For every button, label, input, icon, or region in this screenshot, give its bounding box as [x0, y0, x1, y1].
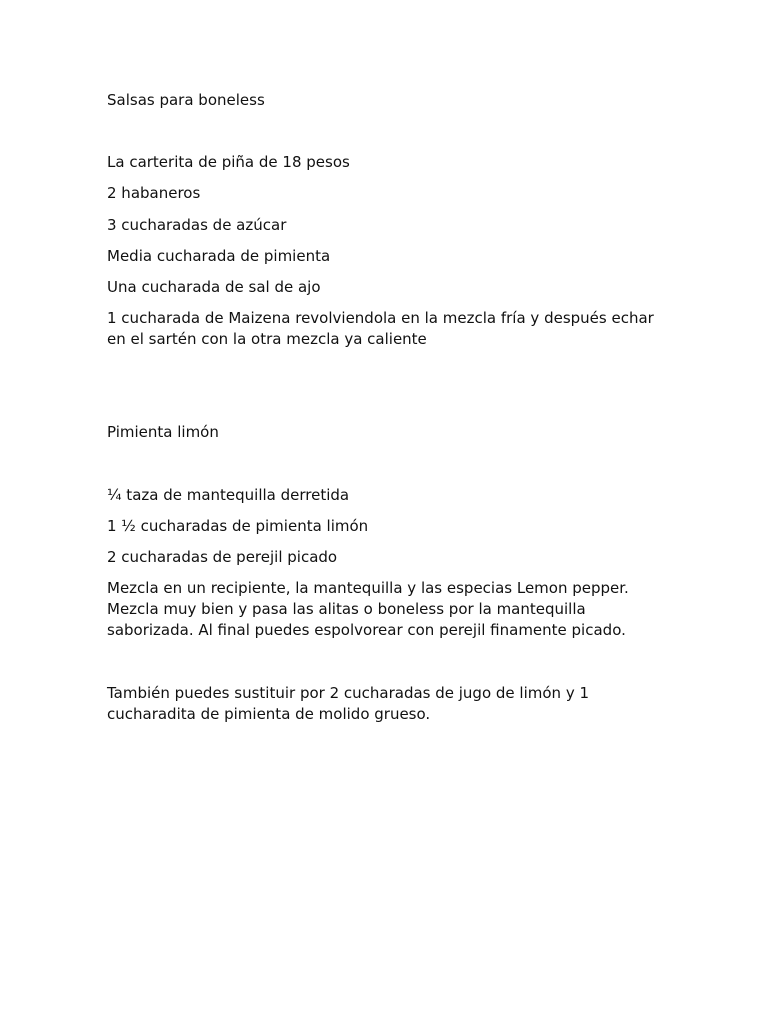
- ingredient-line: 3 cucharadas de azúcar: [107, 216, 287, 234]
- section-title-pimienta-limon: Pimienta limón: [107, 423, 219, 441]
- section-title-salsas: Salsas para boneless: [107, 91, 265, 109]
- instruction-paragraph: Mezcla en un recipiente, la mantequilla y las especias Lemon pepper. Mezcla muy bien y pasa las alitas o boneless por la mantequilla saborizada. Al final puedes espolvorear con perejil finamente picado.: [107, 579, 629, 639]
- ingredient-line: 1 ½ cucharadas de pimienta limón: [107, 517, 369, 535]
- ingredient-line: ¼ taza de mantequilla derretida: [107, 486, 350, 504]
- ingredient-line: 2 habaneros: [107, 184, 201, 202]
- ingredient-line: Una cucharada de sal de ajo: [107, 278, 321, 296]
- instruction-paragraph: 1 cucharada de Maizena revolviendola en la mezcla fría y después echar en el sartén con la otra mezcla ya caliente: [107, 309, 654, 348]
- substitution-note: También puedes sustituir por 2 cucharadas de jugo de limón y 1 cucharadita de pimienta de molido grueso.: [107, 684, 590, 723]
- ingredient-line: Media cucharada de pimienta: [107, 247, 331, 265]
- ingredient-line: La carterita de piña de 18 pesos: [107, 153, 350, 171]
- ingredient-line: 2 cucharadas de perejil picado: [107, 548, 338, 566]
